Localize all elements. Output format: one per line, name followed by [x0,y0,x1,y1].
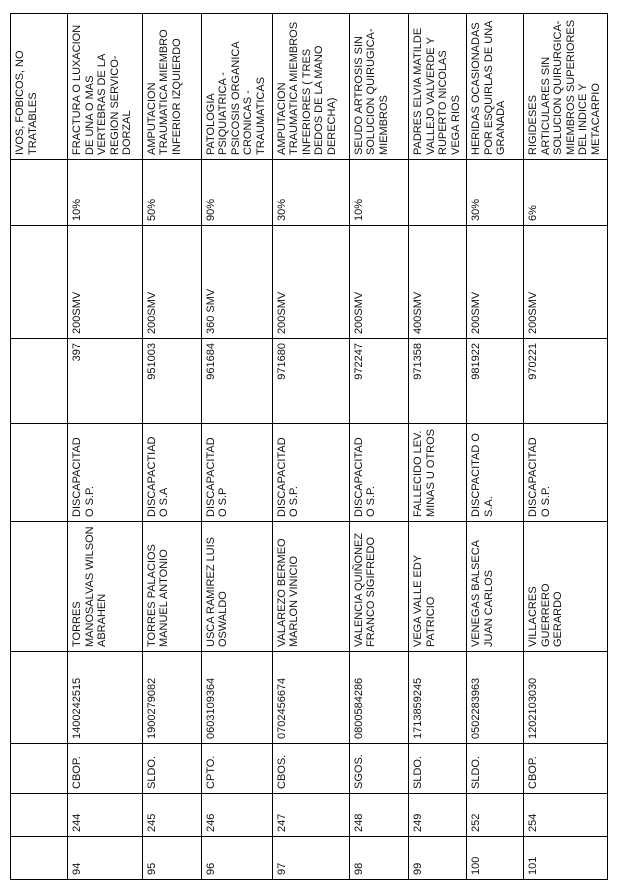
cell-number: 100 [467,837,524,880]
header-cell-cedula [11,652,68,744]
cell-cedula: 1900279082 [142,652,201,744]
cell-type: FALLECIDO LEV. MINAS U OTROS [409,424,467,522]
cell-percentage: 6% [524,160,608,226]
cell-rank: CBOP. [68,744,142,794]
cell-number: 97 [272,837,349,880]
table-row [142,14,201,880]
cell-amount: 200SMV [68,226,142,339]
cell-resolution: 971680 [272,339,349,424]
cell-percentage [409,160,467,226]
cell-type: DISCAPACITAD O S.P. [272,424,349,522]
cell-percentage: 50% [142,160,201,226]
cell-code: 249 [409,794,467,837]
cell-name: VALAREZO BERMEO MARLON VINICIO [272,522,349,652]
cell-cedula: 0800584286 [349,652,408,744]
cell-amount: 200SMV [142,226,201,339]
cell-code: 248 [349,794,408,837]
cell-type: DISCPACITAD O S.A. [467,424,524,522]
cell-description: FRACTURA O LUXACION DE UNA O MAS VERTEBRAS DE LA REGION SERVICO-DORZAL [68,14,142,160]
cell-description: RIGIDESES ARTICULARES SIN SOLUCION QUIRURGICA- MIEMBROS SUPERIORES DEL INDICE Y METACARPIO [524,14,608,160]
cell-type: DISCAPACTIAD O S.A [142,424,201,522]
cell-resolution: 981922 [467,339,524,424]
cell-percentage: 30% [272,160,349,226]
cell-type: DISCAPACITAD O S.P [201,424,272,522]
cell-name: VALENCIA QUIÑONEZ FRANCO SIGIFREDO [349,522,408,652]
cell-amount: 200SMV [524,226,608,339]
cell-type: DISCAPACITAD O S.P. [68,424,142,522]
header-cell-description: IVOS, FOBICOS, NO TRATABLES [11,14,68,160]
cell-rank: CPTO. [201,744,272,794]
cell-name: VILLACRES GUERRERO GERARDO [524,522,608,652]
cell-amount: 200SMV [467,226,524,339]
cell-code: 252 [467,794,524,837]
table-row [68,14,142,880]
beneficiaries-table [10,13,608,880]
cell-code: 254 [524,794,608,837]
cell-number: 94 [68,837,142,880]
cell-name: VENEGAS BALSECA JUAN CARLOS [467,522,524,652]
cell-resolution: 972247 [349,339,408,424]
header-cell-no [11,837,68,880]
cell-code: 246 [201,794,272,837]
cell-amount: 200SMV [349,226,408,339]
cell-code: 244 [68,794,142,837]
cell-amount: 200SMV [272,226,349,339]
cell-description: PADRES ELVIA MATILDE VALLEJO VALVERDE Y RUPERTO NICOLAS VEGA RIOS [409,14,467,160]
cell-amount: 400SMV [409,226,467,339]
cell-name: USCA RAMIREZ LUIS OSWALDO [201,522,272,652]
header-cell-type [11,424,68,522]
cell-resolution: 397 [68,339,142,424]
cell-number: 95 [142,837,201,880]
cell-rank: SGOS. [349,744,408,794]
cell-resolution: 951003 [142,339,201,424]
cell-name: TORRES PALACIOS MANUEL ANTONIO [142,522,201,652]
cell-resolution: 971358 [409,339,467,424]
cell-rank: CBOP. [524,744,608,794]
cell-description: AMPUTACION TRAUMATICA MIEMBRO INFERIOR IZQUIERDO [142,14,201,160]
table-header-row [11,14,68,880]
cell-percentage: 30% [467,160,524,226]
header-cell-amount [11,226,68,339]
header-cell-rank [11,744,68,794]
table-row [201,14,272,880]
table-row [272,14,349,880]
cell-number: 101 [524,837,608,880]
cell-cedula: 1713859245 [409,652,467,744]
header-cell-percentage [11,160,68,226]
cell-name: VEGA VALLE EDY PATRICIO [409,522,467,652]
cell-resolution: 970221 [524,339,608,424]
cell-rank: SLDO. [409,744,467,794]
cell-name: TORRES MANOSALVAS WILSON ABRAHEN [68,522,142,652]
cell-type: DISCAPACITAD O S.P. [524,424,608,522]
cell-resolution: 961684 [201,339,272,424]
cell-cedula: 0603109364 [201,652,272,744]
header-cell-code [11,794,68,837]
cell-percentage: 10% [68,160,142,226]
cell-amount: 360 SMV [201,226,272,339]
cell-description: PATOLOGIA PSIQUIATRICA - PSICOSIS ORGANICA CRONICAS - TRAUMATICAS [201,14,272,160]
cell-code: 247 [272,794,349,837]
cell-cedula: 0702456674 [272,652,349,744]
rotated-table-container [10,14,608,880]
table-row [467,14,524,880]
cell-number: 99 [409,837,467,880]
cell-description: AMPUTACION TRAUMATICA MIEMBROS INFERIORES ( TRES DEDOS DE LA MANO DERECHA) [272,14,349,160]
cell-cedula: 1202103030 [524,652,608,744]
table-row [349,14,408,880]
cell-rank: SLDO. [142,744,201,794]
cell-percentage: 10% [349,160,408,226]
cell-number: 98 [349,837,408,880]
cell-cedula: 1400242515 [68,652,142,744]
cell-type: DISCAPACITAD O S.P. [349,424,408,522]
cell-number: 96 [201,837,272,880]
header-cell-resolution [11,339,68,424]
cell-description: SEUDO ARTROSIS SIN SOLUCION QUIRUGICA-MIEMBROS [349,14,408,160]
table-row [524,14,608,880]
cell-rank: CBOS. [272,744,349,794]
header-cell-name [11,522,68,652]
cell-description: HERIDAS OCASIONADAS POR ESQUIRLAS DE UNA GRANADA [467,14,524,160]
cell-rank: SLDO. [467,744,524,794]
table-row [409,14,467,880]
cell-code: 245 [142,794,201,837]
cell-percentage: 90% [201,160,272,226]
cell-cedula: 0502283963 [467,652,524,744]
